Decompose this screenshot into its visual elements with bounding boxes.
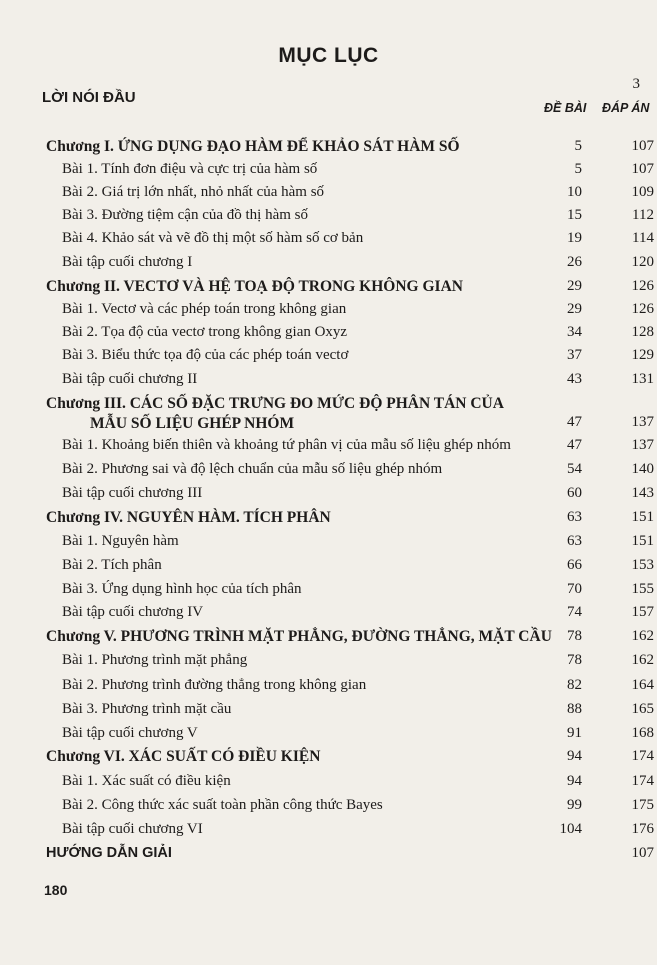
lesson-title: Bài tập cuối chương II bbox=[62, 371, 198, 387]
problem-page: 5 bbox=[574, 161, 582, 177]
lesson-title: Bài 2. Tọa độ của vectơ trong không gian Oxyz bbox=[62, 324, 348, 340]
column-header-problems: ĐỀ BÀI bbox=[544, 101, 587, 115]
chapter-4 bbox=[0, 509, 657, 531]
lesson-title: Bài 1. Phương trình mặt phẳng bbox=[62, 652, 248, 668]
lesson-row bbox=[0, 301, 657, 323]
problem-page: 82 bbox=[567, 677, 582, 693]
problem-page: 78 bbox=[567, 652, 582, 668]
answer-page: 176 bbox=[631, 821, 654, 837]
answer-page: 126 bbox=[631, 301, 654, 317]
problem-page: 26 bbox=[567, 254, 582, 270]
problem-page: 60 bbox=[567, 485, 582, 501]
lesson-row bbox=[0, 371, 657, 393]
answer-page: 112 bbox=[632, 207, 654, 223]
lesson-row bbox=[0, 254, 657, 276]
problem-page: 78 bbox=[567, 628, 582, 644]
problem-page: 91 bbox=[567, 725, 582, 741]
answer-page: 129 bbox=[631, 347, 654, 363]
problem-page: 74 bbox=[567, 604, 582, 620]
problem-page: 10 bbox=[567, 184, 582, 200]
lesson-title: Bài 2. Tích phân bbox=[62, 557, 162, 573]
lesson-title: Bài 2. Phương sai và độ lệch chuẩn của mẫu số liệu ghép nhóm bbox=[62, 461, 443, 477]
answer-page: 164 bbox=[631, 677, 654, 693]
lesson-title: Bài tập cuối chương III bbox=[62, 485, 203, 501]
lesson-title: Bài 3. Đường tiệm cận của đồ thị hàm số bbox=[62, 207, 309, 223]
lesson-title: Bài 1. Vectơ và các phép toán trong không gian bbox=[62, 301, 347, 317]
guide-page: 107 bbox=[631, 845, 654, 861]
lesson-row bbox=[0, 581, 657, 603]
answer-page: 162 bbox=[631, 628, 654, 644]
problem-page: 5 bbox=[574, 138, 582, 154]
lesson-title: Bài 3. Ứng dụng hình học của tích phân bbox=[62, 581, 302, 597]
chapter-1 bbox=[0, 138, 657, 160]
lesson-title: Bài 2. Công thức xác suất toàn phần công thức Bayes bbox=[62, 797, 383, 813]
lesson-title: Bài 4. Khảo sát và vẽ đồ thị một số hàm số cơ bản bbox=[62, 230, 364, 246]
lesson-row bbox=[0, 701, 657, 723]
lesson-title: Bài 1. Nguyên hàm bbox=[62, 533, 179, 549]
lesson-row bbox=[0, 821, 657, 843]
lesson-row bbox=[0, 207, 657, 229]
guide-label: HƯỚNG DẪN GIẢI bbox=[46, 845, 172, 861]
page-title: MỤC LỤC bbox=[278, 44, 379, 67]
lesson-row bbox=[0, 161, 657, 183]
answer-page: 175 bbox=[631, 797, 654, 813]
lesson-row bbox=[0, 652, 657, 674]
answer-page: 165 bbox=[631, 701, 654, 717]
problem-page: 99 bbox=[567, 797, 582, 813]
lesson-row bbox=[0, 725, 657, 747]
lesson-title: Bài 1. Khoảng biến thiên và khoảng tứ phân vị của mẫu số liệu ghép nhóm bbox=[62, 437, 511, 453]
problem-page: 66 bbox=[567, 557, 582, 573]
answer-page: 174 bbox=[631, 773, 654, 789]
lesson-title: Bài tập cuối chương I bbox=[62, 254, 193, 270]
lesson-title: Bài tập cuối chương VI bbox=[62, 821, 203, 837]
preface-label: LỜI NÓI ĐẦU bbox=[42, 89, 136, 106]
answer-page: 153 bbox=[631, 557, 654, 573]
problem-page: 29 bbox=[567, 301, 582, 317]
lesson-row bbox=[0, 461, 657, 483]
problem-page: 104 bbox=[559, 821, 582, 837]
lesson-title: Bài 1. Xác suất có điều kiện bbox=[62, 773, 231, 789]
answer-page: 157 bbox=[631, 604, 654, 620]
answer-page: 174 bbox=[631, 748, 654, 764]
problem-page: 43 bbox=[567, 371, 582, 387]
problem-page: 15 bbox=[567, 207, 582, 223]
answer-page: 168 bbox=[631, 725, 654, 741]
lesson-title: Bài tập cuối chương V bbox=[62, 725, 198, 741]
lesson-row bbox=[0, 773, 657, 795]
answer-page: 120 bbox=[631, 254, 654, 270]
chapter-5 bbox=[0, 628, 657, 650]
lesson-row bbox=[0, 533, 657, 555]
problem-page: 70 bbox=[567, 581, 582, 597]
problem-page: 37 bbox=[567, 347, 582, 363]
lesson-row bbox=[0, 437, 657, 459]
preface-page: 3 bbox=[632, 76, 640, 92]
chapter-title-line2: MẪU SỐ LIỆU GHÉP NHÓM bbox=[90, 415, 295, 432]
lesson-row bbox=[0, 677, 657, 699]
chapter-title: Chương VI. XÁC SUẤT CÓ ĐIỀU KIỆN bbox=[46, 748, 321, 765]
chapter-title: Chương II. VECTƠ VÀ HỆ TOẠ ĐỘ TRONG KHÔNG GIAN bbox=[46, 278, 463, 295]
answer-page: 162 bbox=[631, 652, 654, 668]
chapter-3 bbox=[0, 394, 657, 434]
answer-page: 114 bbox=[632, 230, 654, 246]
chapter-title: Chương I. ỨNG DỤNG ĐẠO HÀM ĐỂ KHẢO SÁT HÀM SỐ bbox=[46, 138, 460, 155]
answer-page: 137 bbox=[631, 437, 654, 453]
lesson-title: Bài 1. Tính đơn điệu và cực trị của hàm số bbox=[62, 161, 318, 177]
lesson-title: Bài 3. Phương trình mặt cầu bbox=[62, 701, 232, 717]
lesson-row bbox=[0, 604, 657, 626]
answer-page: 137 bbox=[631, 414, 654, 430]
problem-page: 63 bbox=[567, 533, 582, 549]
answer-page: 155 bbox=[631, 581, 654, 597]
chapter-title: Chương IV. NGUYÊN HÀM. TÍCH PHÂN bbox=[46, 509, 331, 526]
lesson-row bbox=[0, 230, 657, 252]
problem-page: 88 bbox=[567, 701, 582, 717]
lesson-row bbox=[0, 324, 657, 346]
answer-page: 151 bbox=[631, 509, 654, 525]
lesson-row bbox=[0, 347, 657, 369]
problem-page: 94 bbox=[567, 773, 582, 789]
lesson-title: Bài 2. Phương trình đường thẳng trong không gian bbox=[62, 677, 367, 693]
page-number: 180 bbox=[44, 882, 68, 898]
lesson-row bbox=[0, 184, 657, 206]
chapter-title: Chương V. PHƯƠNG TRÌNH MẶT PHẲNG, ĐƯỜNG THẲNG, MẶT CẦU bbox=[46, 628, 552, 645]
problem-page: 47 bbox=[567, 414, 582, 430]
answer-page: 131 bbox=[631, 371, 654, 387]
answer-page: 143 bbox=[631, 485, 654, 501]
lesson-row bbox=[0, 557, 657, 579]
problem-page: 94 bbox=[567, 748, 582, 764]
chapter-2 bbox=[0, 278, 657, 300]
lesson-title: Bài 2. Giá trị lớn nhất, nhỏ nhất của hàm số bbox=[62, 184, 325, 200]
chapter-6 bbox=[0, 748, 657, 770]
answer-page: 126 bbox=[631, 278, 654, 294]
lesson-title: Bài tập cuối chương IV bbox=[62, 604, 204, 620]
problem-page: 29 bbox=[567, 278, 582, 294]
problem-page: 34 bbox=[567, 324, 582, 340]
column-header-answers: ĐÁP ÁN bbox=[602, 101, 650, 115]
lesson-title: Bài 3. Biểu thức tọa độ của các phép toán vectơ bbox=[62, 347, 349, 363]
answer-page: 128 bbox=[631, 324, 654, 340]
answer-page: 107 bbox=[631, 138, 654, 154]
answer-page: 107 bbox=[631, 161, 654, 177]
problem-page: 19 bbox=[567, 230, 582, 246]
problem-page: 47 bbox=[567, 437, 582, 453]
problem-page: 54 bbox=[567, 461, 582, 477]
lesson-row bbox=[0, 485, 657, 507]
chapter-title-line1: Chương III. CÁC SỐ ĐẶC TRƯNG ĐO MỨC ĐỘ PHÂN TÁN CỦA bbox=[46, 395, 504, 412]
answer-page: 140 bbox=[631, 461, 654, 477]
answer-page: 151 bbox=[631, 533, 654, 549]
solutions-guide bbox=[0, 845, 657, 867]
answer-page: 109 bbox=[631, 184, 654, 200]
lesson-row bbox=[0, 797, 657, 819]
problem-page: 63 bbox=[567, 509, 582, 525]
